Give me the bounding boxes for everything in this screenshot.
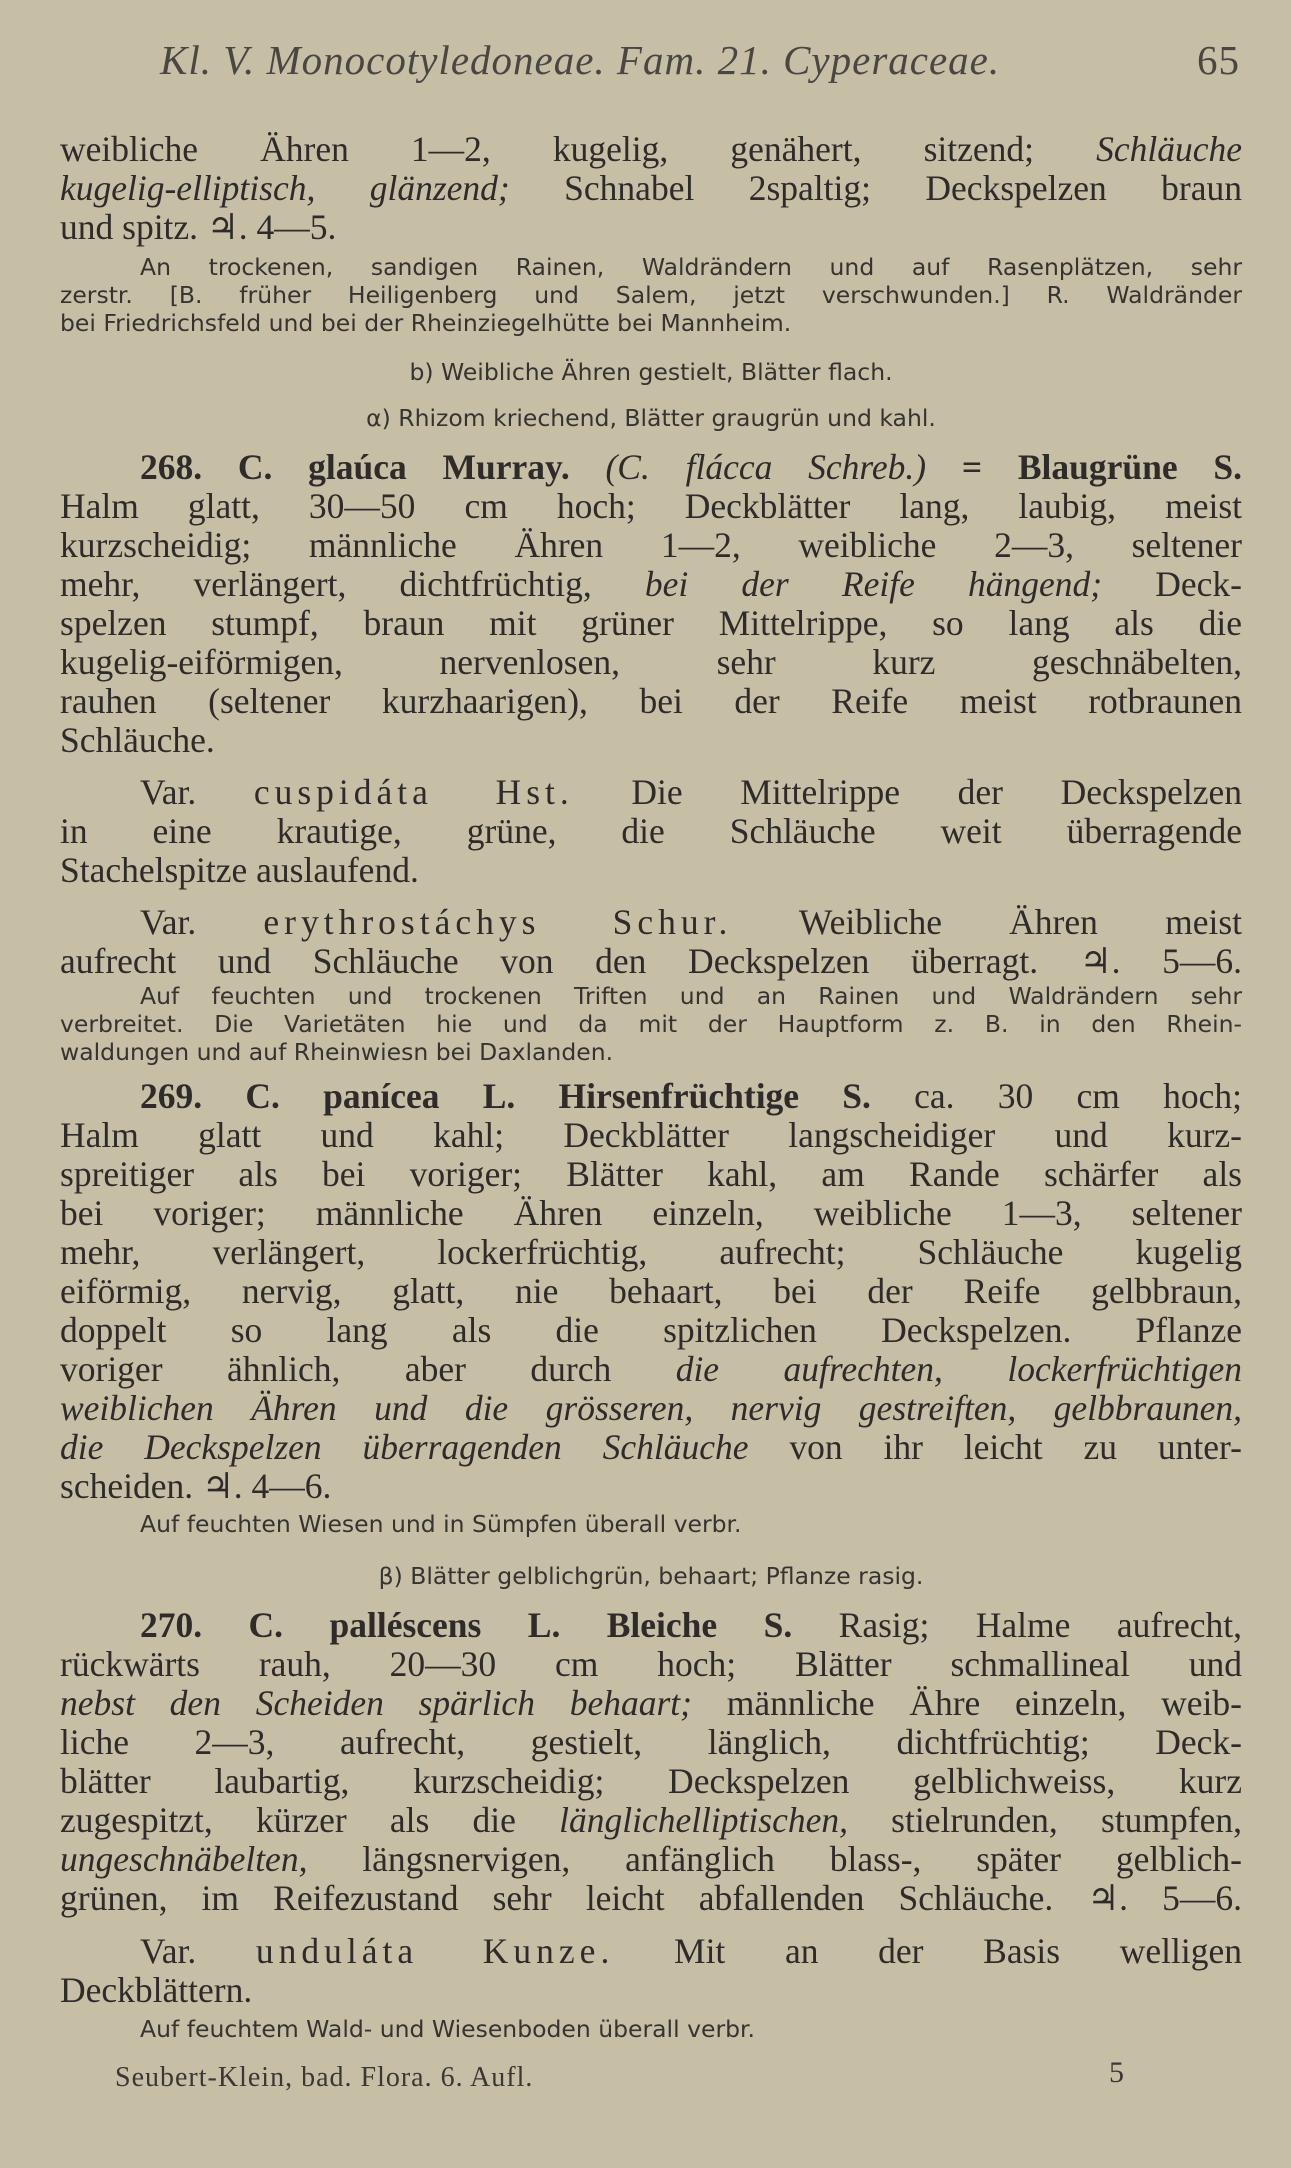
text-line: grünen, im Reifezustand sehr leicht abfallenden Schläuche. ♃. 5—6. [60, 1878, 1242, 1918]
text-line: ungeschnäbelten, längsnervigen, anfänglich blass-, später gelblich- [60, 1839, 1242, 1879]
habitat-note: Auf feuchtem Wald- und Wiesenboden überall verbr. [140, 2015, 756, 2043]
text-line: zugespitzt, kürzer als die länglichelliptischen, stielrunden, stumpfen, [60, 1800, 1242, 1840]
habitat-note: bei Friedrichsfeld und bei der Rheinziegelhütte bei Mannheim. [60, 309, 792, 337]
text-line: eiförmig, nervig, glatt, nie behaart, bei der Reife gelbbraun, [60, 1271, 1242, 1311]
text-line: blätter laubartig, kurzscheidig; Deckspelzen gelblichweiss, kurz [60, 1761, 1242, 1801]
text-line: kugelig-elliptisch, glänzend; Schnabel 2spaltig; Deckspelzen braun [60, 168, 1243, 208]
variety-undulata: Var. unduláta Kunze. Mit an der Basis welligen [140, 1931, 1243, 1971]
key-heading-alpha: α) Rhizom kriechend, Blätter graugrün und kahl. [366, 404, 936, 432]
habitat-note: verbreitet. Die Varietäten hie und da mit der Hauptform z. B. in den Rhein- [60, 1010, 1242, 1038]
text-line: kurzscheidig; männliche Ähren 1—2, weibliche 2—3, seltener [60, 525, 1242, 565]
text-line: Schläuche. [60, 720, 215, 760]
text-line: weiblichen Ähren und die grösseren, nervig gestreiften, gelbbraunen, [60, 1388, 1242, 1428]
text-line: kugelig-eiförmigen, nervenlosen, sehr kurz geschnäbelten, [60, 642, 1242, 682]
text-line: mehr, verlängert, lockerfrüchtig, aufrecht; Schläuche kugelig [60, 1232, 1242, 1272]
text-line: Stachelspitze auslaufend. [60, 850, 419, 890]
key-heading-b: b) Weibliche Ähren gestielt, Blätter flach. [409, 358, 893, 386]
species-268-heading: 268. C. glaúca Murray. (C. flácca Schreb.) = Blaugrüne S. [140, 447, 1242, 487]
imprint: Seubert-Klein, bad. Flora. 6. Aufl. [115, 2062, 534, 2093]
text-line: spreitiger als bei voriger; Blätter kahl, am Rande schärfer als [60, 1154, 1242, 1194]
text-line: rauhen (seltener kurzhaarigen), bei der Reife meist rotbraunen [60, 681, 1242, 721]
text-line: scheiden. ♃. 4—6. [60, 1466, 332, 1506]
habitat-note: Auf feuchten und trockenen Triften und an Rainen und Waldrändern sehr [140, 982, 1242, 1010]
page-footer [115, 2056, 1125, 2102]
variety-cuspidata: Var. cuspidáta Hst. Die Mittelrippe der Deckspelzen [140, 772, 1242, 812]
text-line: aufrecht und Schläuche von den Deckspelzen überragt. ♃. 5—6. [60, 941, 1242, 981]
habitat-note: zerstr. [B. früher Heiligenberg und Salem, jetzt verschwunden.] R. Waldränder [60, 281, 1242, 309]
text-line: Deckblättern. [60, 1970, 253, 2010]
species-269-heading: 269. C. panícea L. Hirsenfrüchtige S. ca. 30 cm hoch; [140, 1076, 1242, 1116]
text-line: und spitz. ♃. 4—5. [60, 207, 337, 247]
text-line: mehr, verlängert, dichtfrüchtig, bei der Reife hängend; Deck- [60, 564, 1242, 604]
text-line: in eine krautige, grüne, die Schläuche weit überragende [60, 811, 1242, 851]
text-line: rückwärts rauh, 20—30 cm hoch; Blätter schmallineal und [60, 1644, 1242, 1684]
text-line: doppelt so lang als die spitzlichen Deckspelzen. Pflanze [60, 1310, 1242, 1350]
signature-mark: 5 [1109, 2056, 1125, 2089]
variety-erythrostachys: Var. erythrostáchys Schur. Weibliche Ähren meist [140, 902, 1242, 942]
text-line: Halm glatt und kahl; Deckblätter langscheidiger und kurz- [60, 1115, 1242, 1155]
text-line: weibliche Ähren 1—2, kugelig, genähert, sitzend; Schläuche [60, 129, 1242, 169]
text-line: nebst den Scheiden spärlich behaart; männliche Ähre einzeln, weib- [60, 1683, 1242, 1723]
text-line: die Deckspelzen überragenden Schläuche von ihr leicht zu unter- [60, 1427, 1242, 1467]
habitat-note: An trockenen, sandigen Rainen, Waldrändern und auf Rasenplätzen, sehr [140, 253, 1242, 281]
text-line: Halm glatt, 30—50 cm hoch; Deckblätter lang, laubig, meist [60, 486, 1242, 526]
page-number: 65 [1197, 37, 1240, 83]
text-line: spelzen stumpf, braun mit grüner Mittelrippe, so lang als die [60, 603, 1242, 643]
species-270-heading: 270. C. palléscens L. Bleiche S. Rasig; Halme aufrecht, [140, 1605, 1242, 1645]
habitat-note: Auf feuchten Wiesen und in Sümpfen überall verbr. [140, 1510, 742, 1538]
running-header [160, 36, 1240, 92]
text-line: liche 2—3, aufrecht, gestielt, länglich, dichtfrüchtig; Deck- [60, 1722, 1242, 1762]
habitat-note: waldungen und auf Rheinwiesn bei Daxlanden. [60, 1038, 614, 1066]
running-title: Kl. V. Monocotyledoneae. Fam. 21. Cyperaceae. [160, 37, 1001, 83]
text-line: bei voriger; männliche Ähren einzeln, weibliche 1—3, seltener [60, 1193, 1242, 1233]
text-line: voriger ähnlich, aber durch die aufrechten, lockerfrüchtigen [60, 1349, 1242, 1389]
key-heading-beta: β) Blätter gelblichgrün, behaart; Pflanze rasig. [378, 1562, 924, 1590]
